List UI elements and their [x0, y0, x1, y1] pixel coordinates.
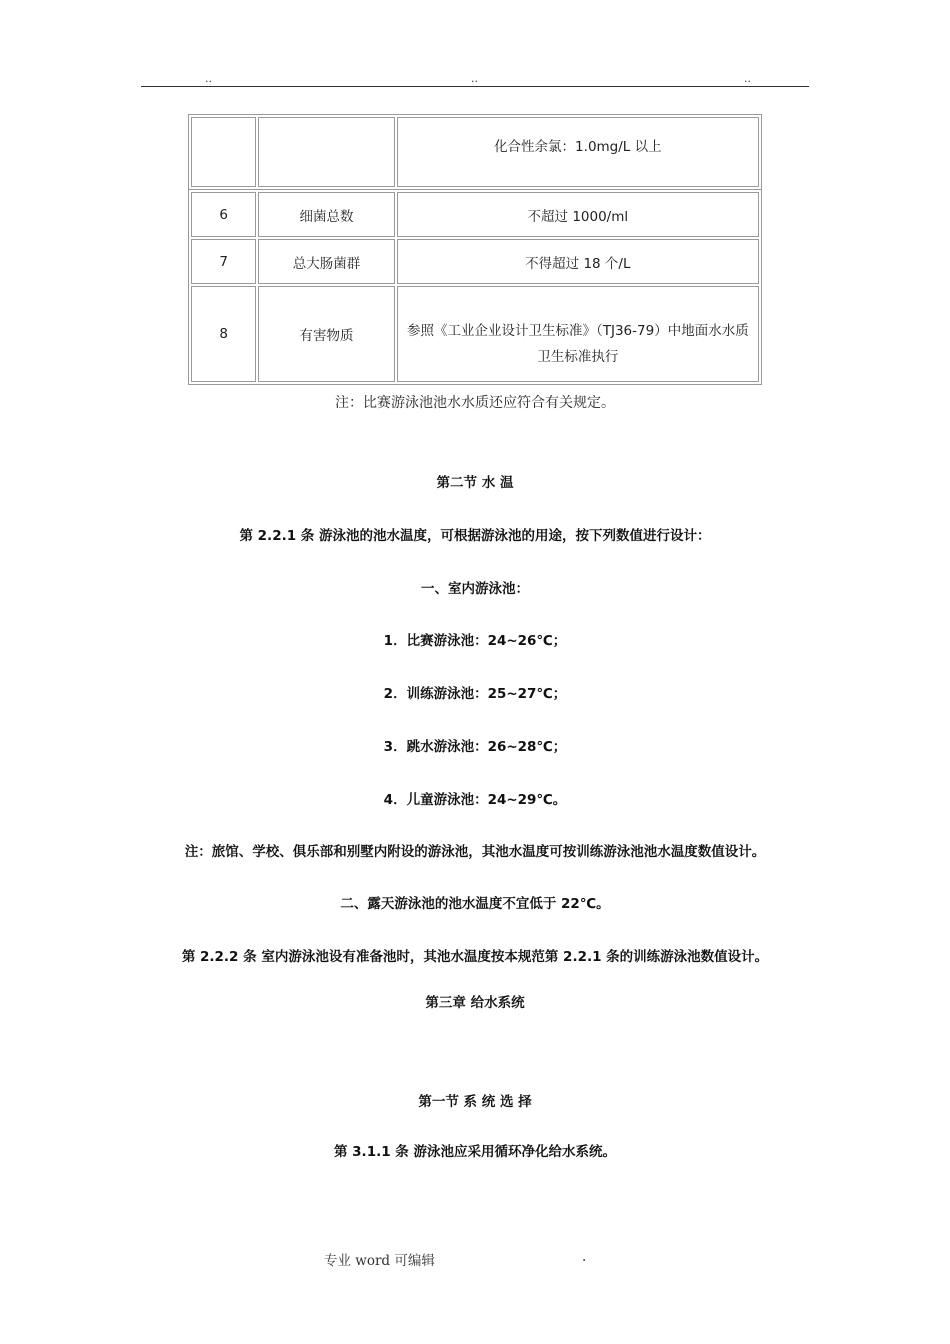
article-3-1-1: 第 3.1.1 条 游泳池应采用循环净化给水系统。 [333, 1144, 617, 1160]
table-row [191, 286, 759, 382]
cell-no: 7 [191, 239, 256, 284]
header-mark-center: .. [471, 72, 478, 85]
article-2-2-2: 第 2.2.2 条 室内游泳池设有准备池时，其池水温度按本规范第 2.2.1 条的训练游泳池数值设计。 [181, 949, 769, 965]
cell-no [191, 117, 256, 187]
cell-standard-text: 化合性余氯：1.0mg/L 以上 [494, 139, 662, 155]
indoor-pool-heading: 一、室内游泳池： [421, 581, 529, 597]
list-item: 3．跳水游泳池：26~28℃； [383, 739, 567, 755]
cell-standard: 不超过 1000/ml [397, 192, 759, 237]
cell-standard: 不得超过 18 个/L [397, 239, 759, 284]
table-note: 注：比赛游泳池池水水质还应符合有关规定。 [335, 395, 615, 411]
list-item: 2．训练游泳池：25~27℃； [383, 686, 567, 702]
cell-item: 细菌总数 [258, 192, 394, 237]
cell-item: 总大肠菌群 [258, 239, 394, 284]
article-2-2-1: 第 2.2.1 条 游泳池的池水温度，可根据游泳池的用途，按下列数值进行设计： [239, 528, 711, 544]
list-item: 4．儿童游泳池：24~29℃。 [383, 792, 567, 808]
cell-item: 有害物质 [258, 286, 394, 382]
footer-text: 专业 word 可编辑 [324, 1253, 435, 1269]
water-quality-table [188, 189, 762, 385]
cell-standard [397, 117, 759, 187]
table-row [191, 192, 759, 237]
outdoor-pool-line: 二、露天游泳池的池水温度不宜低于 22℃。 [340, 896, 610, 912]
table-row [191, 117, 759, 187]
chapter-title: 第三章 给水系统 [425, 995, 525, 1011]
water-quality-table-continued [188, 114, 762, 190]
section-title: 第一节 系 统 选 择 [418, 1094, 532, 1110]
header-mark-left: .. [205, 72, 212, 85]
cell-no: 8 [191, 286, 256, 382]
header-rule [141, 86, 809, 87]
list-item: 1．比赛游泳池：24~26℃； [383, 633, 567, 649]
temperature-note: 注：旅馆、学校、俱乐部和别墅内附设的游泳池，其池水温度可按训练游泳池池水温度数值设计。 [184, 844, 766, 860]
cell-standard-text: 参照《工业企业设计卫生标准》（TJ36-79）中地面水水质卫生标准执行 [406, 323, 749, 365]
cell-no: 6 [191, 192, 256, 237]
header-mark-right: .. [744, 72, 751, 85]
cell-item [258, 117, 394, 187]
table-row [191, 239, 759, 284]
footer-dot: . [582, 1249, 587, 1265]
section-title: 第二节 水 温 [436, 475, 514, 491]
cell-standard [397, 286, 759, 382]
